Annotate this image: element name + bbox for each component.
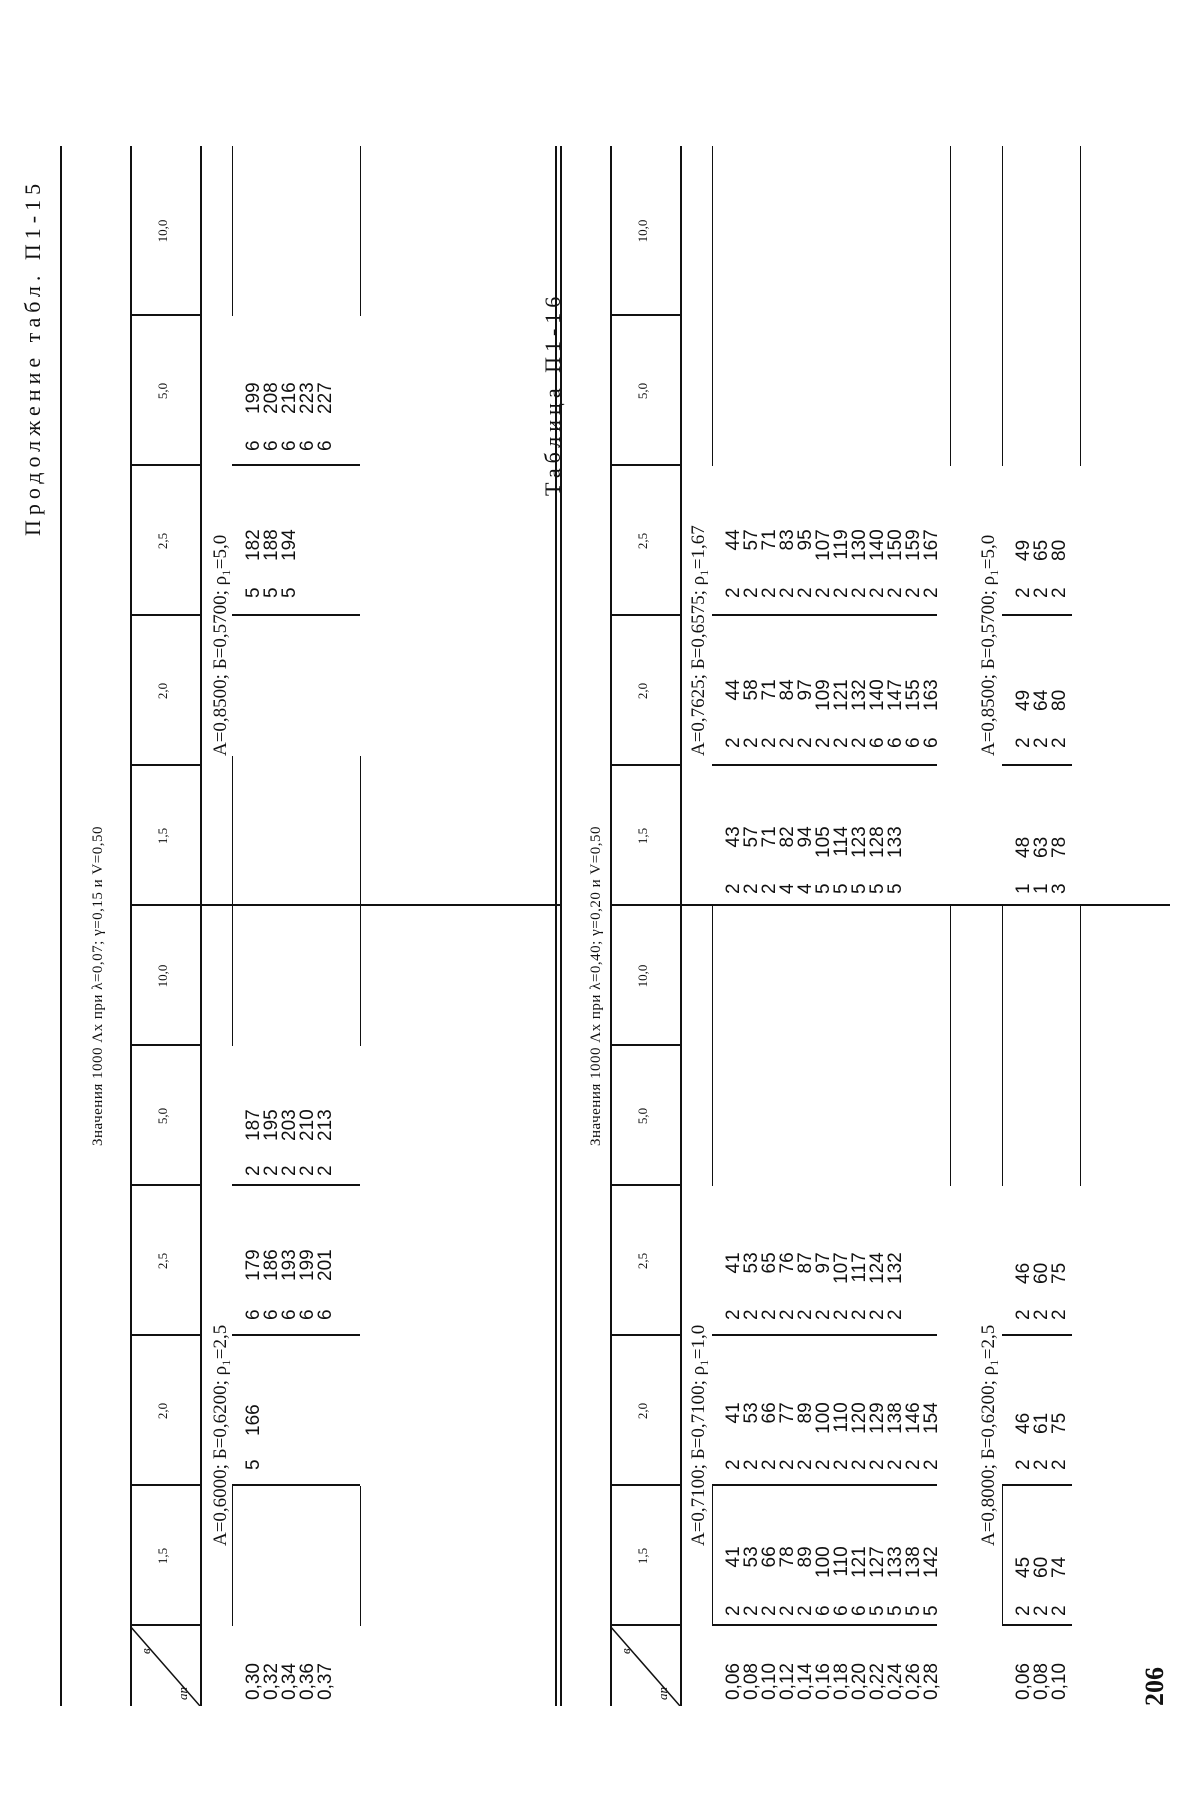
col-head: 10,0 bbox=[155, 964, 170, 988]
a-2.5-value: 41 53 65 76 87 97 107 117 124 132 bbox=[723, 1252, 906, 1284]
col-head: 2,5 bbox=[635, 532, 650, 550]
top-rule bbox=[560, 146, 562, 1706]
ar-1.5-count: 2 2 2 4 4 5 5 5 5 5 bbox=[723, 883, 906, 894]
col-sep bbox=[232, 1184, 360, 1186]
section-line bbox=[360, 1486, 361, 1626]
header-top-rule bbox=[610, 146, 612, 1706]
br-2.5-count: 2 2 2 bbox=[1013, 587, 1070, 598]
section-line bbox=[950, 146, 951, 466]
col-head: 5,0 bbox=[635, 382, 650, 400]
params-b-right: А=0,8500; Б=0,5700; ρ₁=5,0 bbox=[978, 534, 999, 756]
col-head: 2,5 bbox=[155, 1252, 170, 1270]
row-labels-b: 0,06 0,08 0,10 bbox=[1013, 1663, 1070, 1700]
section-line bbox=[1002, 1486, 1003, 1626]
b-2.5-count: 2 2 2 bbox=[1013, 1309, 1070, 1320]
ar-2.0-count: 2 2 2 2 2 2 2 2 6 6 6 6 bbox=[723, 737, 942, 748]
col-5.0-count: 2 2 2 2 2 bbox=[243, 1165, 336, 1176]
col-head: 1,5 bbox=[635, 1547, 650, 1565]
br-1.5-value: 48 63 78 bbox=[1013, 836, 1070, 858]
col-head: 5,0 bbox=[155, 382, 170, 400]
col-2.5r-value: 182 188 194 bbox=[243, 529, 300, 561]
corner-top-label: в bbox=[138, 1648, 153, 1654]
col-sep bbox=[1002, 764, 1072, 766]
col-sep bbox=[1002, 1484, 1072, 1486]
ar-2.5-count: 2 2 2 2 2 2 2 2 2 2 2 2 bbox=[723, 587, 942, 598]
a-2.0-value: 41 53 66 77 89 100 110 120 129 138 146 154 bbox=[723, 1402, 942, 1434]
col-sep bbox=[1002, 614, 1072, 616]
col-sep bbox=[712, 614, 937, 616]
top-rule bbox=[60, 146, 62, 1706]
col-head: 2,0 bbox=[155, 682, 170, 700]
row-labels-a: 0,06 0,08 0,10 0,12 0,14 0,16 0,18 0,20 0,22 0,24 0,26 0,28 bbox=[723, 1663, 942, 1700]
br-2.0-count: 2 2 2 bbox=[1013, 737, 1070, 748]
col-head: 10,0 bbox=[635, 219, 650, 243]
table-title: Таблица П1-16 bbox=[540, 291, 565, 496]
col-head: 5,0 bbox=[155, 1107, 170, 1125]
col-head: 2,5 bbox=[155, 532, 170, 550]
section-line bbox=[1080, 146, 1081, 466]
ar-2.0-value: 44 58 71 84 97 109 121 132 140 147 155 163 bbox=[723, 679, 942, 711]
col-sep bbox=[712, 1334, 937, 1336]
params-a-left: А=0,7100; Б=0,7100; ρ₁=1,0 bbox=[688, 1324, 709, 1546]
ar-1.5-value: 43 57 71 82 94 105 114 123 128 133 bbox=[723, 826, 906, 858]
table-header: Значения 1000 Λх при λ=0,40; γ=0,20 и V=0,50 bbox=[588, 826, 604, 1146]
col-sep bbox=[232, 1334, 360, 1336]
header-bottom-rule bbox=[680, 146, 682, 1706]
block-sep bbox=[130, 904, 560, 906]
header-top-rule bbox=[130, 146, 132, 1706]
table-title: Продолжение табл. П1-15 bbox=[20, 178, 45, 536]
col-head: 2,0 bbox=[635, 1402, 650, 1420]
a-2.5-count: 2 2 2 2 2 2 2 2 2 2 bbox=[723, 1309, 906, 1320]
col-2.5-count: 6 6 6 6 6 bbox=[243, 1309, 336, 1320]
col-sep bbox=[232, 464, 360, 466]
section-line bbox=[712, 1486, 713, 1626]
params-b-left: А=0,8000; Б=0,6200; ρ₁=2,5 bbox=[978, 1324, 999, 1546]
ar-2.5-value: 44 57 71 83 95 107 119 130 140 150 159 167 bbox=[723, 529, 942, 561]
col-head: 1,5 bbox=[155, 1547, 170, 1565]
a-1.5-value: 41 53 66 78 89 100 110 121 127 133 138 142 bbox=[723, 1546, 942, 1578]
rotated-page bbox=[0, 136, 1200, 1816]
b-1.5-value: 45 60 74 bbox=[1013, 1556, 1070, 1578]
table-p1-15 bbox=[20, 146, 560, 1706]
section-line bbox=[1080, 906, 1081, 1186]
col-head: 2,5 bbox=[635, 1252, 650, 1270]
col-sep bbox=[232, 1484, 360, 1486]
col-5.0r-count: 6 6 6 6 6 bbox=[243, 440, 336, 451]
col-head: 10,0 bbox=[155, 219, 170, 243]
col-sep bbox=[712, 764, 937, 766]
br-2.0-value: 49 64 80 bbox=[1013, 689, 1070, 711]
col-sep bbox=[712, 1484, 937, 1486]
corner-bottom-label: aп bbox=[655, 1687, 670, 1700]
col-sep bbox=[232, 614, 360, 616]
table-p1-16 bbox=[540, 146, 1180, 1706]
b-2.0-count: 2 2 2 bbox=[1013, 1459, 1070, 1470]
section-line bbox=[1002, 906, 1003, 1186]
params-left: А=0,6000; Б=0,6200; ρ₁=2,5 bbox=[210, 1324, 231, 1546]
col-head: 10,0 bbox=[635, 964, 650, 988]
a-1.5-count: 2 2 2 2 2 6 6 6 5 5 5 5 bbox=[723, 1605, 942, 1616]
col-head: 1,5 bbox=[635, 827, 650, 845]
row-labels: 0,30 0,32 0,34 0,36 0,37 bbox=[243, 1663, 336, 1700]
br-2.5-value: 49 65 80 bbox=[1013, 539, 1070, 561]
col-5.0r-value: 199 208 216 223 227 bbox=[243, 382, 336, 414]
col-head: 2,0 bbox=[635, 682, 650, 700]
section-line bbox=[712, 146, 713, 466]
header-bottom-rule bbox=[200, 146, 202, 1706]
col-5.0-value: 187 195 203 210 213 bbox=[243, 1109, 336, 1141]
col-2.0-count: 5 bbox=[243, 1459, 264, 1470]
section-line bbox=[1002, 146, 1003, 466]
page-number: 206 bbox=[1140, 1667, 1169, 1706]
section-line bbox=[950, 906, 951, 1186]
col-sep bbox=[1002, 1624, 1072, 1626]
section-line bbox=[360, 146, 361, 316]
section-line bbox=[232, 906, 233, 1046]
b-2.5-value: 46 60 75 bbox=[1013, 1262, 1070, 1284]
col-2.0-value: 166 bbox=[243, 1404, 264, 1436]
col-sep bbox=[1002, 1334, 1072, 1336]
params-right: А=0,8500; Б=0,5700; ρ₁=5,0 bbox=[210, 534, 231, 756]
col-2.5-value: 179 186 193 199 201 bbox=[243, 1249, 336, 1281]
table-header: Значения 1000 Λх при λ=0,07; γ=0,15 и V=0,50 bbox=[90, 826, 106, 1146]
section-line bbox=[360, 906, 361, 1046]
section-line bbox=[360, 756, 361, 906]
section-line bbox=[232, 1486, 233, 1626]
section-line bbox=[232, 146, 233, 316]
col-head: 5,0 bbox=[635, 1107, 650, 1125]
col-sep bbox=[712, 1624, 937, 1626]
corner-top-label: в bbox=[618, 1648, 633, 1654]
br-1.5-count: 1 1 3 bbox=[1013, 883, 1070, 894]
params-a-right: А=0,7625; Б=0,6575; ρ₁=1,67 bbox=[688, 525, 709, 756]
a-2.0-count: 2 2 2 2 2 2 2 2 2 2 2 2 bbox=[723, 1459, 942, 1470]
section-line bbox=[232, 756, 233, 906]
corner-bottom-label: aп bbox=[175, 1687, 190, 1700]
col-2.5r-count: 5 5 5 bbox=[243, 587, 300, 598]
col-head: 2,0 bbox=[155, 1402, 170, 1420]
col-head: 1,5 bbox=[155, 827, 170, 845]
section-line bbox=[712, 906, 713, 1186]
block-sep bbox=[610, 904, 1170, 906]
b-1.5-count: 2 2 2 bbox=[1013, 1605, 1070, 1616]
b-2.0-value: 46 61 75 bbox=[1013, 1412, 1070, 1434]
